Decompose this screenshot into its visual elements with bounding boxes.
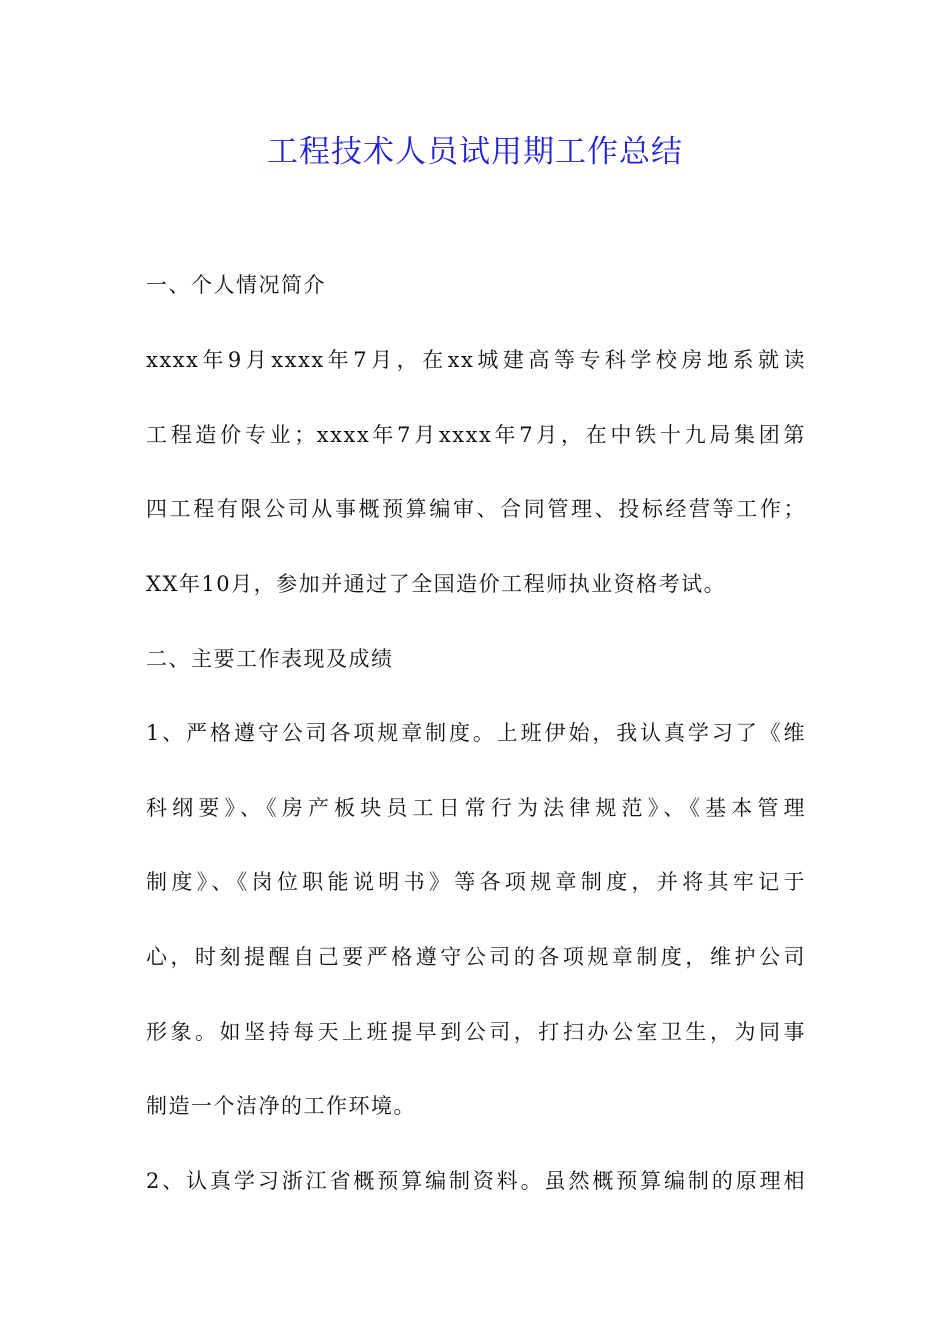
document-title: 工程技术人员试用期工作总结 [267,134,683,170]
paragraph-line: 工程造价专业；xxxx年7月xxxx年7月，在中铁十九局集团第 [146,423,806,447]
paragraph-line: 2、认真学习浙江省概预算编制资料。虽然概预算编制的原理相 [146,1169,806,1193]
paragraph-line: 科纲要》、《房产板块员工日常行为法律规范》、《基本管理 [146,796,806,820]
paragraph-line: 心，时刻提醒自己要严格遵守公司的各项规章制度，维护公司 [146,945,806,969]
paragraph-line: 四工程有限公司从事概预算编审、合同管理、投标经营等工作； [146,497,806,521]
paragraph-line: xxxx年9月xxxx年7月，在xx城建高等专科学校房地系就读 [146,348,806,372]
paragraph-line: XX年10月，参加并通过了全国造价工程师执业资格考试。 [146,572,727,596]
paragraph-line: 制度》、《岗位职能说明书》等各项规章制度，并将其牢记于 [146,870,806,894]
section-heading-performance: 二、主要工作表现及成绩 [146,647,394,671]
paragraph-line: 制造一个洁净的工作环境。 [146,1094,416,1118]
paragraph-line: 1、严格遵守公司各项规章制度。上班伊始，我认真学习了《维 [146,721,806,745]
section-heading-personal: 一、个人情况简介 [146,273,326,297]
paragraph-line: 形象。如坚持每天上班提早到公司，打扫办公室卫生，为同事 [146,1020,806,1044]
